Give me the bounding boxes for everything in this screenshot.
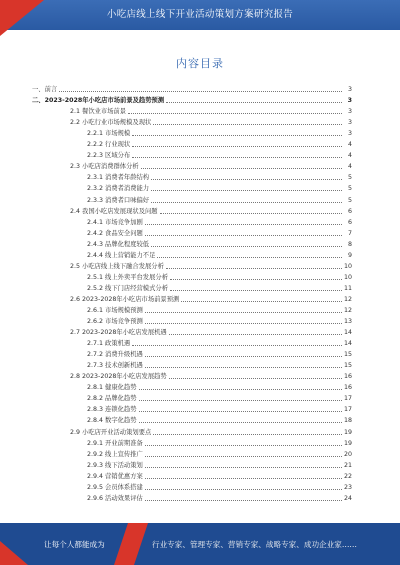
toc-entry-page: 7 xyxy=(347,229,352,237)
toc-entry-title: 2.6.1 市场规模预测 xyxy=(87,306,143,314)
dot-leader xyxy=(151,245,342,247)
toc-entry-title: 2.3 小吃店消费群体分析 xyxy=(70,163,139,171)
toc-entry-title: 2.4.3 品牌化程度较低 xyxy=(87,240,150,248)
toc-entry-title: 二、2023-2028年小吃店市场前景及趋势预测 xyxy=(32,97,165,105)
toc-entry-page: 16 xyxy=(343,373,352,381)
toc-entry-title: 2.8.2 品牌化趋势 xyxy=(87,395,137,403)
footer-slogan-roles: 行业专家、管理专家、营销专家、战略专家、成功企业家…… xyxy=(152,540,358,549)
toc-entry[interactable] xyxy=(30,315,352,326)
toc-entry-title: 2.9.2 线上宣传推广 xyxy=(87,450,143,458)
toc-entry[interactable] xyxy=(30,182,352,193)
toc-entry[interactable] xyxy=(30,403,352,414)
toc-entry-title: 2.7.2 消费升级机遇 xyxy=(87,351,143,359)
toc-entry[interactable] xyxy=(30,116,352,127)
toc-entry[interactable] xyxy=(30,171,352,182)
toc-entry-title: 2.4.1 市场竞争加剧 xyxy=(87,218,143,226)
toc-entry-title: 2.4.4 线上营销能力不足 xyxy=(87,251,156,259)
dot-leader xyxy=(132,344,342,346)
toc-entry[interactable] xyxy=(30,370,352,381)
dot-leader xyxy=(145,444,342,446)
toc-entry[interactable] xyxy=(30,448,352,459)
toc-entry-title: 2.8.3 连锁化趋势 xyxy=(87,406,137,414)
dot-leader xyxy=(153,433,342,435)
toc-entry-title: 2.2.2 行业现状 xyxy=(87,141,131,149)
toc-entry-page: 4 xyxy=(347,152,352,160)
toc-entry-page: 14 xyxy=(343,340,352,348)
toc-entry-title: 2.5.2 线下门店经营模式分析 xyxy=(87,284,168,292)
toc-entry-page: 12 xyxy=(343,295,352,303)
toc-entry[interactable] xyxy=(30,492,352,503)
toc-entry[interactable] xyxy=(30,271,352,282)
toc-entry-page: 4 xyxy=(347,163,352,171)
dot-leader xyxy=(132,156,342,158)
toc-entry-page: 16 xyxy=(343,384,352,392)
toc-entry-title: 2.3.2 消费者消费能力 xyxy=(87,185,150,193)
toc-entry-title: 2.9.3 线下活动策划 xyxy=(87,461,143,469)
toc-entry[interactable] xyxy=(30,138,352,149)
toc-entry-title: 2.9.1 开业前期准备 xyxy=(87,439,143,447)
toc-entry-page: 6 xyxy=(347,207,352,215)
toc-entry-page: 20 xyxy=(343,450,352,458)
dot-leader xyxy=(139,421,342,423)
toc-entry[interactable] xyxy=(30,414,352,425)
toc-entry[interactable] xyxy=(30,470,352,481)
toc-entry-page: 22 xyxy=(343,472,352,480)
toc-entry-page: 17 xyxy=(343,395,352,403)
toc-entry-title: 2.2.1 市场规模 xyxy=(87,130,131,138)
dot-leader xyxy=(139,399,342,401)
toc-entry-title: 2.7.3 技术创新机遇 xyxy=(87,362,143,370)
dot-leader xyxy=(169,377,342,379)
toc-entry[interactable] xyxy=(30,193,352,204)
toc-entry-title: 一、前言 xyxy=(32,86,58,94)
report-title: 小吃店线上线下开业活动策划方案研究报告 xyxy=(106,9,294,20)
toc-entry-page: 12 xyxy=(343,306,352,314)
dot-leader xyxy=(128,112,342,114)
toc-entry-page: 6 xyxy=(347,218,352,226)
toc-entry-title: 2.3.1 消费者年龄结构 xyxy=(87,174,150,182)
toc-entry[interactable] xyxy=(30,83,352,94)
toc-entry-page: 5 xyxy=(347,174,352,182)
toc-entry-page: 19 xyxy=(343,439,352,447)
dot-leader xyxy=(141,167,342,169)
toc-entry-page: 14 xyxy=(343,329,352,337)
toc-entry[interactable] xyxy=(30,127,352,138)
toc-entry[interactable] xyxy=(30,359,352,370)
dot-leader xyxy=(59,90,342,92)
dot-leader xyxy=(145,311,342,313)
toc-entry-title: 2.2 小吃行业市场规模及现状 xyxy=(70,119,152,127)
toc-entry-page: 8 xyxy=(347,240,352,248)
dot-leader xyxy=(151,189,342,191)
toc-entry-page: 13 xyxy=(343,318,352,326)
toc-heading: 内容目录 xyxy=(176,57,224,70)
toc-entry[interactable] xyxy=(30,425,352,436)
toc-entry-page: 15 xyxy=(343,362,352,370)
toc-entry-title: 2.7.1 政策机遇 xyxy=(87,340,131,348)
toc-entry-page: 3 xyxy=(347,97,352,105)
footer-red-band xyxy=(114,523,148,565)
dot-leader xyxy=(145,477,342,479)
dot-leader xyxy=(160,212,342,214)
toc-entry-title: 2.9.6 活动效果评估 xyxy=(87,494,143,502)
toc-entry-page: 21 xyxy=(343,461,352,469)
toc-entry[interactable] xyxy=(30,348,352,359)
dot-leader xyxy=(139,410,342,412)
toc-entry-page: 3 xyxy=(347,86,352,94)
dot-leader xyxy=(169,333,342,335)
toc-entry-page: 23 xyxy=(343,483,352,491)
toc-entry[interactable] xyxy=(30,304,352,315)
toc-entry-page: 17 xyxy=(343,406,352,414)
dot-leader xyxy=(132,134,342,136)
toc-entry-page: 3 xyxy=(347,130,352,138)
toc-entry-title: 2.4.2 食品安全问题 xyxy=(87,229,143,237)
toc-entry-title: 2.8.1 健康化趋势 xyxy=(87,384,137,392)
dot-leader xyxy=(166,267,342,269)
toc-entry-title: 2.2.3 区域分布 xyxy=(87,152,131,160)
toc-entry-title: 2.6.2 市场竞争预测 xyxy=(87,318,143,326)
dot-leader xyxy=(151,178,342,180)
toc-entry-page: 18 xyxy=(343,417,352,425)
dot-leader xyxy=(170,278,342,280)
dot-leader xyxy=(145,366,342,368)
toc-entry-page: 3 xyxy=(347,108,352,116)
toc-entry[interactable] xyxy=(30,293,352,304)
toc-entry[interactable] xyxy=(30,205,352,216)
toc-entry[interactable] xyxy=(30,160,352,171)
page-footer xyxy=(0,523,400,565)
toc-entry-title: 2.4 我国小吃店发展现状及问题 xyxy=(70,207,158,215)
dot-leader xyxy=(151,201,342,203)
toc-list xyxy=(30,83,352,503)
toc-entry-page: 24 xyxy=(343,494,352,502)
toc-entry[interactable] xyxy=(30,94,352,105)
toc-entry-page: 11 xyxy=(343,284,352,292)
dot-leader xyxy=(145,223,342,225)
toc-entry[interactable] xyxy=(30,260,352,271)
toc-entry-page: 15 xyxy=(343,351,352,359)
dot-leader xyxy=(139,388,342,390)
footer-slogan-lead: 让每个人都能成为 xyxy=(44,540,105,549)
toc-entry-title: 2.5 小吃店线上线下融合发展分析 xyxy=(70,262,164,270)
dot-leader xyxy=(170,289,342,291)
toc-entry[interactable] xyxy=(30,437,352,448)
toc-entry-title: 2.5.1 线上外卖平台发展分析 xyxy=(87,273,168,281)
dot-leader xyxy=(145,355,342,357)
toc-entry-title: 2.1 餐饮业市场前景 xyxy=(70,108,127,116)
toc-entry-title: 2.6 2023-2028年小吃店市场前景预测 xyxy=(70,295,180,303)
dot-leader xyxy=(166,101,342,103)
toc-entry-title: 2.3.3 消费者口味偏好 xyxy=(87,196,150,204)
footer-corner-triangle xyxy=(0,541,28,565)
corner-decoration-icon xyxy=(0,0,46,36)
toc-entry[interactable] xyxy=(30,282,352,293)
toc-entry-page: 3 xyxy=(347,119,352,127)
dot-leader xyxy=(145,234,342,236)
toc-entry-page: 10 xyxy=(343,262,352,270)
toc-entry[interactable] xyxy=(30,149,352,160)
dot-leader xyxy=(145,499,342,501)
dot-leader xyxy=(145,466,342,468)
dot-leader xyxy=(145,455,342,457)
toc-entry[interactable] xyxy=(30,326,352,337)
toc-entry[interactable] xyxy=(30,216,352,227)
toc-entry[interactable] xyxy=(30,105,352,116)
toc-entry-title: 2.7 2023-2028年小吃店发展机遇 xyxy=(70,329,167,337)
toc-entry[interactable] xyxy=(30,337,352,348)
toc-entry-page: 4 xyxy=(347,141,352,149)
toc-entry-page: 9 xyxy=(347,251,352,259)
toc-entry-title: 2.9.4 营销优惠方案 xyxy=(87,472,143,480)
toc-entry-title: 2.9 小吃店开业活动策划要点 xyxy=(70,428,152,436)
toc-entry[interactable] xyxy=(30,481,352,492)
toc-entry[interactable] xyxy=(30,459,352,470)
toc-entry-page: 10 xyxy=(343,273,352,281)
toc-entry-page: 19 xyxy=(343,428,352,436)
toc-entry[interactable] xyxy=(30,227,352,238)
toc-entry-page: 5 xyxy=(347,196,352,204)
toc-entry-title: 2.8.4 数字化趋势 xyxy=(87,417,137,425)
toc-entry[interactable] xyxy=(30,381,352,392)
dot-leader xyxy=(145,322,342,324)
toc-entry[interactable] xyxy=(30,392,352,403)
toc-entry[interactable] xyxy=(30,249,352,260)
toc-entry-page: 5 xyxy=(347,185,352,193)
dot-leader xyxy=(181,300,342,302)
toc-entry-title: 2.9.5 会员体系搭建 xyxy=(87,483,143,491)
toc-entry-title: 2.8 2023-2028年小吃店发展趋势 xyxy=(70,373,167,381)
dot-leader xyxy=(145,488,342,490)
dot-leader xyxy=(157,256,342,258)
dot-leader xyxy=(132,145,342,147)
dot-leader xyxy=(153,123,342,125)
page-header xyxy=(0,0,400,30)
toc-entry[interactable] xyxy=(30,238,352,249)
